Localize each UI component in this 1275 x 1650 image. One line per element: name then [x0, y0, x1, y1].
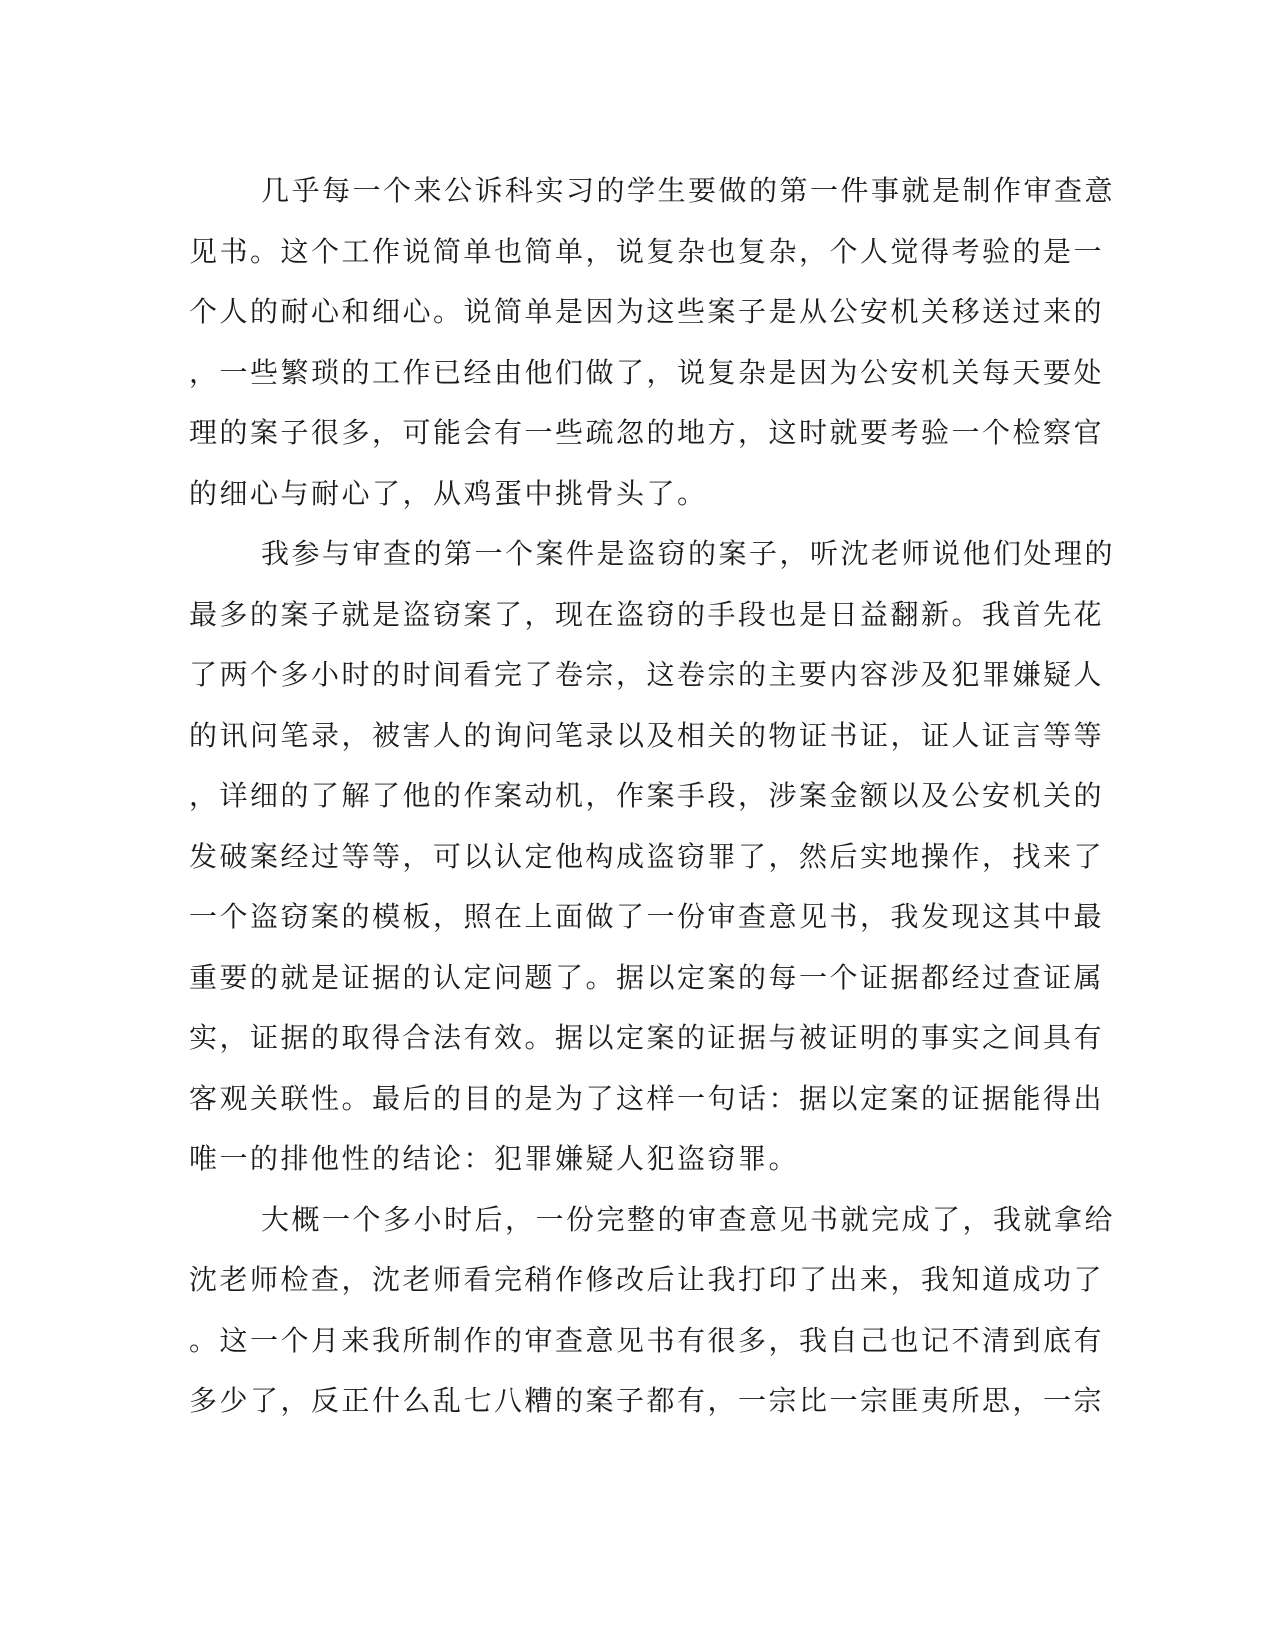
paragraph-2-line-4: 的讯问笔录，被害人的询问笔录以及相关的物证书证，证人证言等等	[189, 718, 1105, 752]
paragraph-2-line-2: 最多的案子就是盗窃案了，现在盗窃的手段也是日益翻新。我首先花	[189, 597, 1105, 631]
paragraph-1-line-5: 理的案子很多，可能会有一些疏忽的地方，这时就要考验一个检察官	[189, 416, 1105, 449]
paragraph-2-line-1: 我参与审查的第一个案件是盗窃的案子，听沈老师说他们处理的	[261, 537, 1116, 570]
paragraph-3-line-1: 大概一个多小时后，一份完整的审查意见书就完成了，我就拿给	[261, 1202, 1116, 1236]
paragraph-3-line-3: 。这一个月来我所制作的审查意见书有很多，我自己也记不清到底有	[189, 1323, 1105, 1357]
paragraph-1-line-1: 几乎每一个来公诉科实习的学生要做的第一件事就是制作审查意	[261, 174, 1116, 207]
paragraph-3-line-4: 多少了，反正什么乱七八糟的案子都有，一宗比一宗匪夷所思，一宗	[189, 1384, 1105, 1417]
paragraph-2-line-11: 唯一的排他性的结论：犯罪嫌疑人犯盗窃罪。	[189, 1142, 800, 1175]
paragraph-1-line-4: ，一些繁琐的工作已经由他们做了，说复杂是因为公安机关每天要处	[189, 355, 1105, 389]
document-body	[189, 161, 1116, 1432]
paragraph-2-line-3: 了两个多小时的时间看完了卷宗，这卷宗的主要内容涉及犯罪嫌疑人	[189, 658, 1105, 691]
paragraph-3-line-2: 沈老师检查，沈老师看完稍作修改后让我打印了出来，我知道成功了	[189, 1263, 1105, 1296]
paragraph-2-line-8: 重要的就是证据的认定问题了。据以定案的每一个证据都经过查证属	[189, 960, 1105, 994]
paragraph-1-line-6: 的细心与耐心了，从鸡蛋中挑骨头了。	[189, 476, 708, 510]
paragraph-1-line-2: 见书。这个工作说简单也简单，说复杂也复杂，个人觉得考验的是一	[189, 234, 1105, 268]
paragraph-2-line-9: 实，证据的取得合法有效。据以定案的证据与被证明的事实之间具有	[189, 1021, 1105, 1054]
paragraph-2-line-10: 客观关联性。最后的目的是为了这样一句话：据以定案的证据能得出	[189, 1081, 1105, 1115]
paragraph-2-line-5: ，详细的了解了他的作案动机，作案手段，涉案金额以及公安机关的	[189, 779, 1105, 812]
paragraph-1-line-3: 个人的耐心和细心。说简单是因为这些案子是从公安机关移送过来的	[189, 295, 1105, 328]
paragraph-2-line-7: 一个盗窃案的模板，照在上面做了一份审查意见书，我发现这其中最	[189, 900, 1105, 933]
paragraph-2-line-6: 发破案经过等等，可以认定他构成盗窃罪了，然后实地操作，找来了	[189, 839, 1105, 873]
